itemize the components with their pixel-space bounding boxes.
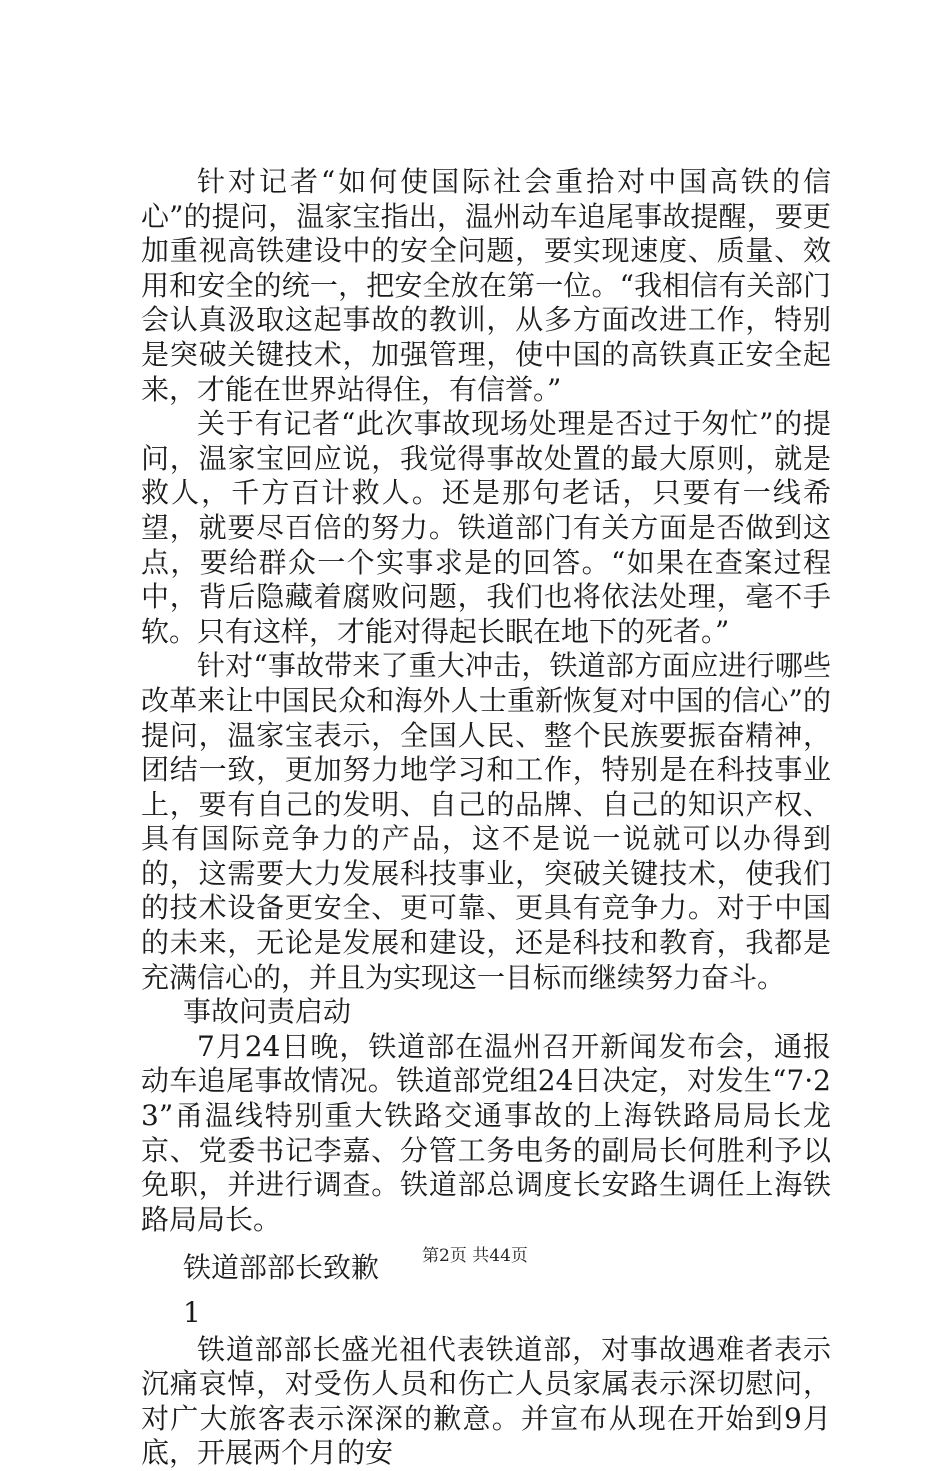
paragraph-accountability: 7月24日晚，铁道部在温州召开新闻发布会，通报动车追尾事故情况。铁道部党组24日决定，对发生“7·23”甬温线特别重大铁路交通事故的上海铁路局局长龙京、党委书记李嘉、分管工务电务的副局长何胜利予以免职，并进行调查。铁道部总调度长安路生调任上海铁路局局长。 <box>141 1029 831 1236</box>
section-heading-accountability: 事故问责启动 <box>183 995 352 1029</box>
paragraph-2: 关于有记者“此次事故现场处理是否过于匆忙”的提问，温家宝回应说，我觉得事故处置的最大原则，就是救人，千方百计救人。还是那句老话，只要有一线希望，就要尽百倍的努力。铁道部门有关方面是否做到这点，要给群众一个实事求是的回答。“如果在查案过程中，背后隐藏着腐败问题，我们也将依法处理，毫不手软。只有这样，才能对得起长眠在地下的死者。” <box>141 407 831 648</box>
section-heading-apology: 铁道部部长致歉 <box>183 1251 380 1285</box>
paragraph-1: 针对记者“如何使国际社会重拾对中国高铁的信心”的提问，温家宝指出，温州动车追尾事故提醒，要更加重视高铁建设中的安全问题，要实现速度、质量、效用和安全的统一，把安全放在第一位。“我相信有关部门会认真汲取这起事故的教训，从多方面改进工作，特别是突破关键技术，加强管理，使中国的高铁真正安全起来，才能在世界站得住，有信誉。” <box>141 165 831 406</box>
paragraph-3: 针对“事故带来了重大冲击，铁道部方面应进行哪些改革来让中国民众和海外人士重新恢复对中国的信心”的提问，温家宝表示，全国人民、整个民族要振奋精神，团结一致，更加努力地学习和工作，特别是在科技事业上，要有自己的发明、自己的品牌、自己的知识产权、具有国际竞争力的产品，这不是说一说就可以办得到的，这需要大力发展科技事业，突破关键技术，使我们的技术设备更安全、更可靠、更具有竞争力。对于中国的未来，无论是发展和建设，还是科技和教育，我都是充满信心的，并且为实现这一目标而继续努力奋斗。 <box>141 649 831 994</box>
paragraph-apology: 铁道部部长盛光祖代表铁道部，对事故遇难者表示沉痛哀悼，对受伤人员和伤亡人员家属表示深切慰问，对广大旅客表示深深的歉意。并宣布从现在开始到9月底，开展两个月的安 <box>141 1332 831 1470</box>
page-footer: 第2页 共44页 <box>422 1246 528 1266</box>
document-body <box>141 165 831 1471</box>
inline-page-number: 1 <box>183 1296 201 1329</box>
